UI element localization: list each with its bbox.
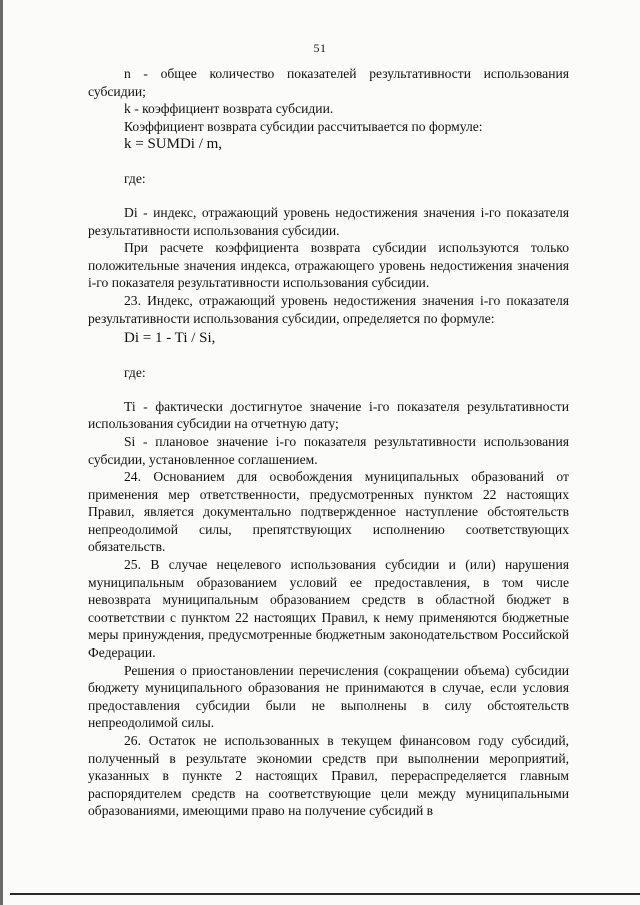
scan-left-edge <box>0 0 3 905</box>
paragraph-n-definition: n - общее количество показателей результативности использования субсидии; <box>88 66 569 99</box>
where-label-1: где: <box>124 171 146 187</box>
page-number: 51 <box>313 41 327 55</box>
where-label-2: где: <box>124 365 146 381</box>
formula-di: Di = 1 - Ti / Si, <box>124 330 216 347</box>
paragraph-k-definition: k - коэффициент возврата субсидии. <box>124 101 334 117</box>
paragraph-k-formula-intro: Коэффициент возврата субсидии рассчитывается по формуле: <box>124 118 483 134</box>
paragraph-suspension-decisions: Решения о приостановлении перечисления (сокращении объема) субсидии бюджету муниципального образования не принимаются в случае, если условия предоставления субсидии были не выполнены в силу обстоятельств непреодолимой силы. <box>88 662 569 731</box>
paragraph-ti-definition: Ti - фактически достигнутое значение i-го показателя результативности использования субсидии на отчетную дату; <box>88 398 569 432</box>
paragraph-di-definition: Di - индекс, отражающий уровень недостижения значения i-го показателя результативности использования субсидии. <box>88 204 569 238</box>
bottom-rule <box>10 893 640 895</box>
paragraph-positive-values: При расчете коэффициента возврата субсидии используются только положительные значения индекса, отражающего уровень недостижения значения i-го показателя результативности использования субсидии. <box>88 240 569 291</box>
formula-k: k = SUMDi / m, <box>124 136 223 153</box>
paragraph-item-26: 26. Остаток не использованных в текущем финансовом году субсидий, полученный в результате экономии средств при выполнении мероприятий, указанных в пункте 2 настоящих Правил, перераспределяется главным распорядителем средств на соответствующие цели между муниципальными образованиями, имеющими право на получение субсидий в <box>88 733 569 819</box>
paragraph-item-24: 24. Основанием для освобождения муниципальных образований от применения мер ответственности, предусмотренных пунктом 22 настоящих Правил, является документально подтвержденное наступление обстоятельств непреодолимой силы, препятствующих исполнению соответствующих обязательств. <box>88 469 569 555</box>
document-body <box>88 65 569 820</box>
paragraph-item-23: 23. Индекс, отражающий уровень недостижения значения i-го показателя результативности использования субсидии, определяется по формуле: <box>88 292 569 326</box>
paragraph-si-definition: Si - плановое значение i-го показателя результативности использования субсидии, установленное соглашением. <box>88 433 569 467</box>
paragraph-item-25: 25. В случае нецелевого использования субсидии и (или) нарушения муниципальным образованием условий ее предоставления, в том числе невозврата муниципальным образованием средств в областной бюджет в соответствии с пунктом 22 настоящих Правил, к нему применяются бюджетные меры принуждения, предусмотренные бюджетным законодательством Российской Федерации. <box>88 557 569 661</box>
